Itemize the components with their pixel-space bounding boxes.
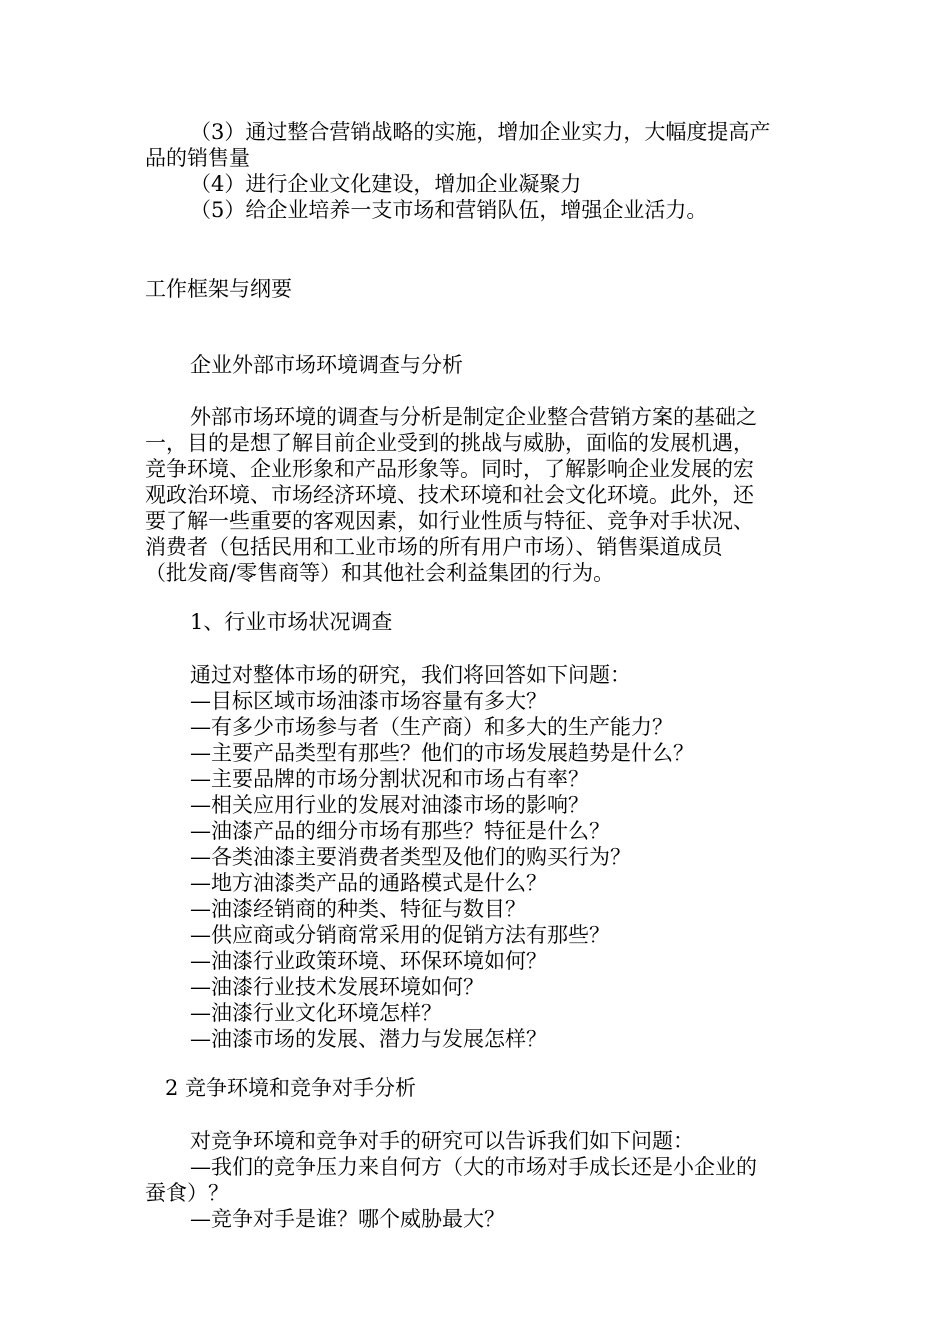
item2-title: 2 竞争环境和竞争对手分析 [165, 1076, 417, 1100]
item2-question: —我们的竞争压力来自何方（大的市场对手成长还是小企业的 [190, 1155, 757, 1179]
goal-4: （4）进行企业文化建设，增加企业凝聚力 [190, 172, 582, 196]
item1-title: 1、行业市场状况调查 [190, 610, 393, 634]
item2-lead: 对竞争环境和竞争对手的研究可以告诉我们如下问题： [190, 1129, 694, 1153]
item2-question: —竞争对手是谁？哪个威胁最大？ [190, 1207, 505, 1231]
intro-paragraph-line: 消费者（包括民用和工业市场的所有用户市场）、销售渠道成员 [145, 535, 723, 559]
goal-5: （5）给企业培养一支市场和营销队伍，增强企业活力。 [190, 198, 708, 222]
item1-question: —油漆行业文化环境怎样？ [190, 1001, 442, 1025]
item1-question: —主要品牌的市场分割状况和市场占有率？ [190, 767, 589, 791]
item1-question: —主要产品类型有那些？他们的市场发展趋势是什么？ [190, 741, 694, 765]
item1-question: —油漆行业政策环境、环保环境如何？ [190, 949, 547, 973]
section-title: 工作框架与纲要 [145, 277, 292, 301]
item1-question: —油漆产品的细分市场有那些？特征是什么？ [190, 819, 610, 843]
item1-question: —目标区域市场油漆市场容量有多大？ [190, 689, 547, 713]
intro-paragraph-line: （批发商/零售商等）和其他社会利益集团的行为。 [145, 561, 615, 585]
item1-question: —供应商或分销商常采用的促销方法有那些？ [190, 923, 610, 947]
item1-question: —各类油漆主要消费者类型及他们的购买行为？ [190, 845, 631, 869]
goal-3-line-1: （3）通过整合营销战略的实施，增加企业实力，大幅度提高产 [190, 120, 771, 144]
item1-question: —地方油漆类产品的通路模式是什么？ [190, 871, 547, 895]
item2-question-continuation: 蚕食）？ [145, 1181, 229, 1205]
item1-question: —油漆市场的发展、潜力与发展怎样？ [190, 1027, 547, 1051]
intro-paragraph-line: 外部市场环境的调查与分析是制定企业整合营销方案的基础之 [190, 405, 757, 429]
item1-question: —油漆经销商的种类、特征与数目？ [190, 897, 526, 921]
intro-paragraph-line: 要了解一些重要的客观因素，如行业性质与特征、竞争对手状况、 [145, 509, 754, 533]
item1-question: —油漆行业技术发展环境如何？ [190, 975, 484, 999]
item1-question: —有多少市场参与者（生产商）和多大的生产能力？ [190, 715, 673, 739]
intro-paragraph-line: 竞争环境、企业形象和产品形象等。同时，了解影响企业发展的宏 [145, 457, 754, 481]
subsection-title: 企业外部市场环境调查与分析 [190, 353, 463, 377]
goal-3-line-2: 品的销售量 [145, 146, 250, 170]
intro-paragraph-line: 观政治环境、市场经济环境、技术环境和社会文化环境。此外，还 [145, 483, 754, 507]
item1-question: —相关应用行业的发展对油漆市场的影响？ [190, 793, 589, 817]
item1-lead: 通过对整体市场的研究，我们将回答如下问题： [190, 663, 631, 687]
intro-paragraph-line: 一，目的是想了解目前企业受到的挑战与威胁，面临的发展机遇， [145, 431, 754, 455]
